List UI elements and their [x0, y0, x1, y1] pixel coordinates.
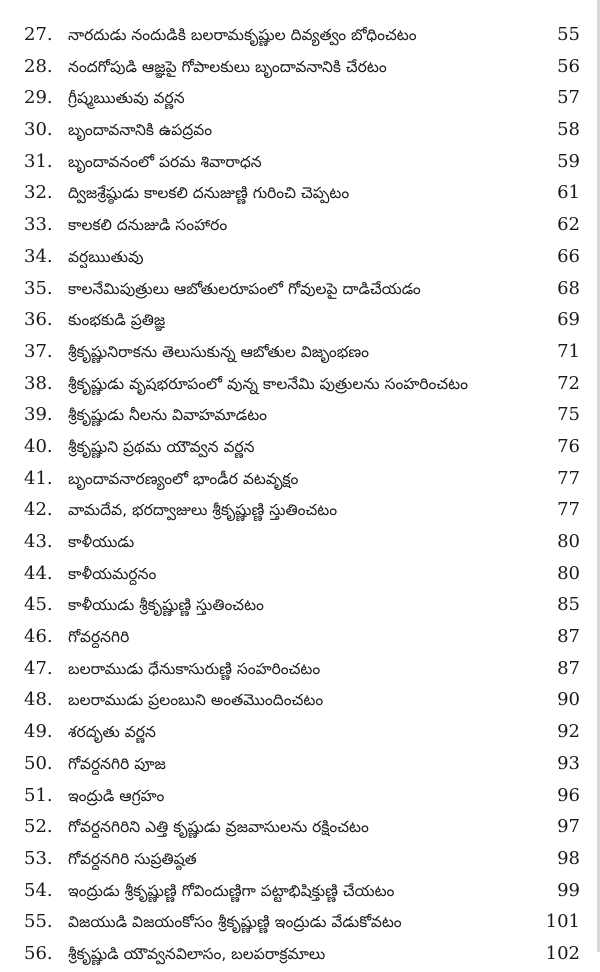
entry-title: కాళీయమర్దనం	[68, 564, 157, 583]
entry-title: కాళీయుడు శ్రీకృష్ణుణ్ణి స్తుతించటం	[68, 596, 264, 615]
entry-title: శ్రీకృష్ణుని ప్రథమ యౌవ్వన వర్ణన	[68, 437, 255, 456]
entry-number: 39.	[24, 404, 53, 426]
entry-number: 52.	[24, 816, 53, 838]
entry-title: గోవర్ధనగిరి	[68, 628, 130, 647]
entry-number: 44.	[24, 562, 53, 584]
entry-page-number: 59	[557, 150, 580, 172]
entry-title: గోవర్ధనగిరి పూజ	[68, 754, 166, 773]
entry-page-number: 102	[545, 942, 580, 964]
toc-entry	[0, 750, 600, 782]
entry-page-number: 56	[557, 55, 580, 77]
entry-page-number: 57	[557, 87, 580, 109]
toc-entry	[0, 179, 600, 211]
entry-number: 49.	[24, 721, 53, 743]
toc-entry	[0, 243, 600, 275]
toc-entry	[0, 148, 600, 180]
toc-entry	[0, 465, 600, 497]
entry-number: 41.	[24, 467, 53, 489]
entry-title: బృందావనానికి ఉపద్రవం	[68, 121, 213, 140]
toc-entry	[0, 275, 600, 307]
toc-entry	[0, 813, 600, 845]
toc-entry	[0, 623, 600, 655]
entry-number: 27.	[24, 24, 53, 45]
toc-entry	[0, 655, 600, 687]
entry-number: 51.	[24, 784, 53, 806]
entry-title: బలరాముడు ప్రలంబుని అంతమొందించటం	[68, 691, 324, 710]
entry-number: 29.	[24, 87, 53, 109]
entry-title: గ్రీష్మఋతువు వర్ణన	[68, 89, 185, 108]
entry-page-number: 93	[557, 752, 580, 774]
entry-number: 28.	[24, 55, 53, 77]
entry-title: శ్రీకృష్ణుడు నీలను వివాహమాడటం	[68, 406, 268, 425]
entry-number: 33.	[24, 214, 53, 236]
entry-title: గోవర్ధనగిరి సుప్రతిష్ఠత	[68, 849, 197, 868]
toc-entry	[0, 116, 600, 148]
toc-entry	[0, 940, 600, 972]
toc-entry	[0, 877, 600, 909]
entry-number: 40.	[24, 435, 53, 457]
toc-entry	[0, 718, 600, 750]
entry-title: శ్రీకృష్ణుడి యౌవ్వనవిలాసం, బలపరాక్రమాలు	[68, 944, 326, 963]
entry-title: కుంభకుడి ప్రతిజ్ఞ	[68, 311, 166, 330]
entry-page-number: 80	[557, 562, 580, 584]
toc-entry	[0, 211, 600, 243]
toc-entry	[0, 306, 600, 338]
toc-entry	[0, 84, 600, 116]
entry-page-number: 77	[557, 499, 580, 521]
toc-entry	[0, 338, 600, 370]
entry-page-number: 87	[557, 626, 580, 648]
entry-number: 35.	[24, 277, 53, 299]
entry-title: బృందావనారణ్యంలో భాండీర వటవృక్షం	[68, 469, 299, 488]
entry-page-number: 62	[557, 214, 580, 236]
entry-number: 38.	[24, 372, 53, 394]
entry-title: శ్రీకృష్ణునిరాకను తెలుసుకున్న ఆబోతుల విజృంభణం	[68, 342, 369, 361]
toc-entry	[0, 845, 600, 877]
entry-page-number: 58	[557, 119, 580, 141]
entry-page-number: 98	[557, 847, 580, 869]
entry-number: 36.	[24, 309, 53, 331]
toc-entry	[0, 496, 600, 528]
toc-entry	[0, 782, 600, 814]
entry-title: ఇంద్రుడి ఆగ్రహం	[68, 786, 165, 805]
entry-number: 45.	[24, 594, 53, 616]
toc-entry	[0, 401, 600, 433]
entry-number: 37.	[24, 340, 53, 362]
entry-number: 54.	[24, 879, 53, 901]
entry-number: 48.	[24, 689, 53, 711]
entry-page-number: 61	[557, 182, 580, 204]
entry-number: 53.	[24, 847, 53, 869]
toc-entry	[0, 686, 600, 718]
entry-page-number: 66	[557, 245, 580, 267]
entry-page-number: 75	[557, 404, 580, 426]
entry-page-number: 55	[557, 24, 580, 45]
entry-title: నందగోపుడి ఆజ్ఞపై గోపాలకులు బృందావనానికి చేరటం	[68, 57, 387, 76]
entry-page-number: 96	[557, 784, 580, 806]
toc-entry	[0, 433, 600, 465]
entry-page-number: 92	[557, 721, 580, 743]
entry-page-number: 71	[557, 340, 580, 362]
entry-page-number: 68	[557, 277, 580, 299]
entry-title: శరదృతు వర్ణన	[68, 723, 156, 742]
entry-title: విజయుడి విజయంకోసం శ్రీకృష్ణుణ్ణి ఇంద్రుడు వేడుకోవటం	[68, 913, 402, 932]
entry-page-number: 77	[557, 467, 580, 489]
toc-entry	[0, 53, 600, 85]
entry-title: కాళీయుడు	[68, 533, 135, 551]
entry-page-number: 85	[557, 594, 580, 616]
entry-page-number: 69	[557, 309, 580, 331]
entry-page-number: 99	[557, 879, 580, 901]
toc-entry	[0, 591, 600, 623]
entry-number: 42.	[24, 499, 53, 521]
entry-title: బలరాముడు ధేనుకాసురుణ్ణి సంహరించటం	[68, 659, 321, 678]
toc-entry	[0, 370, 600, 402]
entry-title: కాలకలి దనుజుడి సంహారం	[68, 216, 228, 235]
entry-number: 55.	[24, 911, 53, 933]
entry-page-number: 80	[557, 531, 580, 552]
entry-title: శ్రీకృష్ణుడు వృషభరూపంలో వున్న కాలనేమి పుత్రులను సంహరించటం	[68, 374, 468, 393]
entry-page-number: 76	[557, 435, 580, 457]
entry-page-number: 87	[557, 657, 580, 679]
entry-title: వామదేవ, భరద్వాజులు శ్రీకృష్ణుణ్ణి స్తుతించటం	[68, 501, 338, 520]
entry-title: నారదుడు నందుడికి బలరామకృష్ణుల దివ్యత్వం బోధించటం	[68, 26, 417, 44]
toc-entry	[0, 560, 600, 592]
entry-number: 31.	[24, 150, 53, 172]
entry-title: కాలనేమిపుత్రులు ఆబోతులరూపంలో గోవులపై దాడిచేయడం	[68, 279, 421, 298]
entry-number: 50.	[24, 752, 53, 774]
entry-title: వర్షఋతువు	[68, 247, 144, 266]
entry-page-number: 72	[557, 372, 580, 394]
entry-title: బృందావనంలో పరమ శివారాధన	[68, 152, 262, 171]
entry-number: 30.	[24, 119, 53, 141]
entry-number: 34.	[24, 245, 53, 267]
entry-title: గోవర్ధనగిరిని ఎత్తి కృష్ణుడు వ్రజవాసులను రక్షించటం	[68, 818, 369, 837]
entry-title: ద్విజశ్రేష్ఠుడు కాలకలి దనుజుణ్ణి గురించి చెప్పటం	[68, 184, 350, 203]
toc-entry	[0, 21, 600, 53]
entry-number: 43.	[24, 531, 53, 552]
entry-page-number: 90	[557, 689, 580, 711]
entry-number: 47.	[24, 657, 53, 679]
table-of-contents	[0, 21, 600, 972]
entry-page-number: 101	[545, 911, 580, 933]
toc-entry	[0, 528, 600, 560]
entry-title: ఇంద్రుడు శ్రీకృష్ణుణ్ణి గోవిందుణ్ణిగా పట్టాభిషిక్తుణ్ణి చేయటం	[68, 881, 395, 900]
entry-page-number: 97	[557, 816, 580, 838]
entry-number: 46.	[24, 626, 53, 648]
toc-entry	[0, 908, 600, 940]
entry-number: 56.	[24, 942, 53, 964]
entry-number: 32.	[24, 182, 53, 204]
